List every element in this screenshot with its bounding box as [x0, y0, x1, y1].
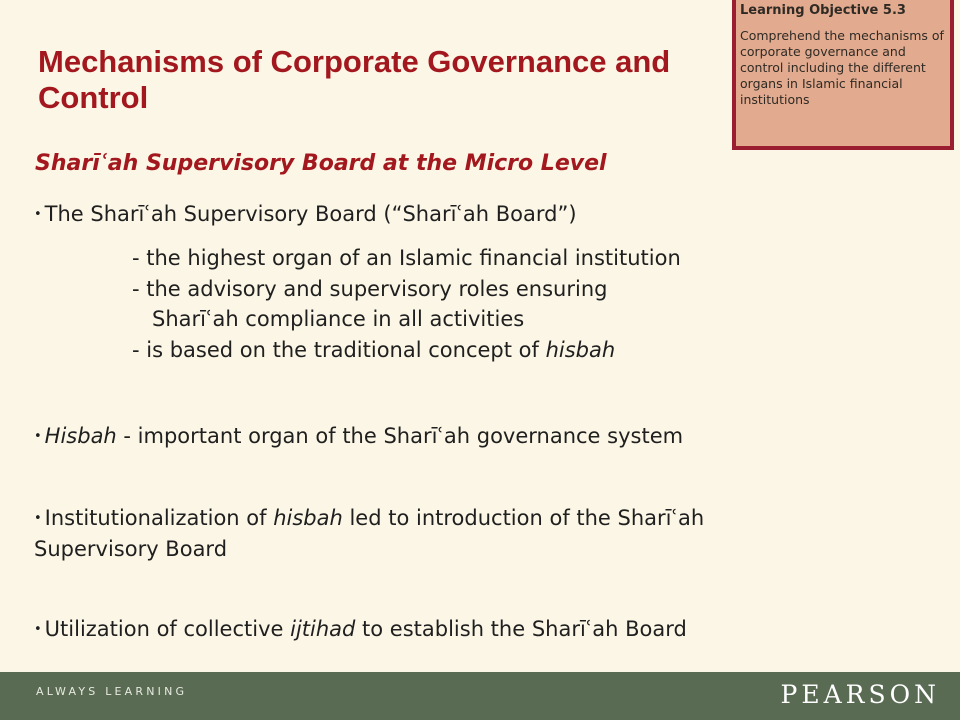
sub-point-term: hisbah [545, 337, 616, 362]
learning-objective-box [732, 0, 954, 150]
bullet-text: - important organ of the Sharīʿah governance system [116, 424, 684, 448]
slide-title: Mechanisms of Corporate Governance and Control [38, 44, 671, 115]
footer-bar [0, 672, 960, 720]
sub-point: - the advisory and supervisory roles ensuring [132, 276, 608, 301]
learning-objective-text: Comprehend the mechanisms of corporate governance and control including the different organs in Islamic financial institutions [740, 28, 944, 107]
bullet-text: Institutionalization of [44, 506, 274, 530]
sub-point-text: - is based on the traditional concept of [132, 337, 546, 362]
section-subheading: Sharīʿah Supervisory Board at the Micro Level [35, 151, 607, 176]
sub-point: Sharīʿah compliance in all activities [132, 307, 525, 331]
bullet-line-continued: Supervisory Board [34, 537, 228, 561]
publisher-logo: PEARSON [780, 680, 940, 709]
bullet-term: Hisbah [44, 424, 117, 448]
footer-tagline: ALWAYS LEARNING [36, 685, 188, 698]
sub-point [132, 335, 912, 366]
bullet-shariah-board [34, 199, 577, 230]
bullet-text: The Sharīʿah Supervisory Board (“Sharīʿah Board”) [44, 202, 577, 226]
bullet-ijtihad [34, 614, 687, 645]
learning-objective-heading: Learning Objective 5.3 [740, 3, 906, 18]
bullet-hisbah [34, 421, 683, 452]
bullet-text: led to introduction of the Sharīʿah [342, 506, 705, 530]
bullet-term: hisbah [273, 506, 343, 530]
sub-point: - the highest organ of an Islamic financial institution [132, 246, 681, 270]
bullet-term: ijtihad [290, 617, 356, 641]
bullet-text: Utilization of collective [44, 617, 291, 641]
bullet-line [34, 503, 704, 534]
bullet-text: to establish the Sharīʿah Board [355, 617, 687, 641]
bullet-institutionalization [34, 503, 704, 564]
sub-points-list [132, 243, 912, 365]
